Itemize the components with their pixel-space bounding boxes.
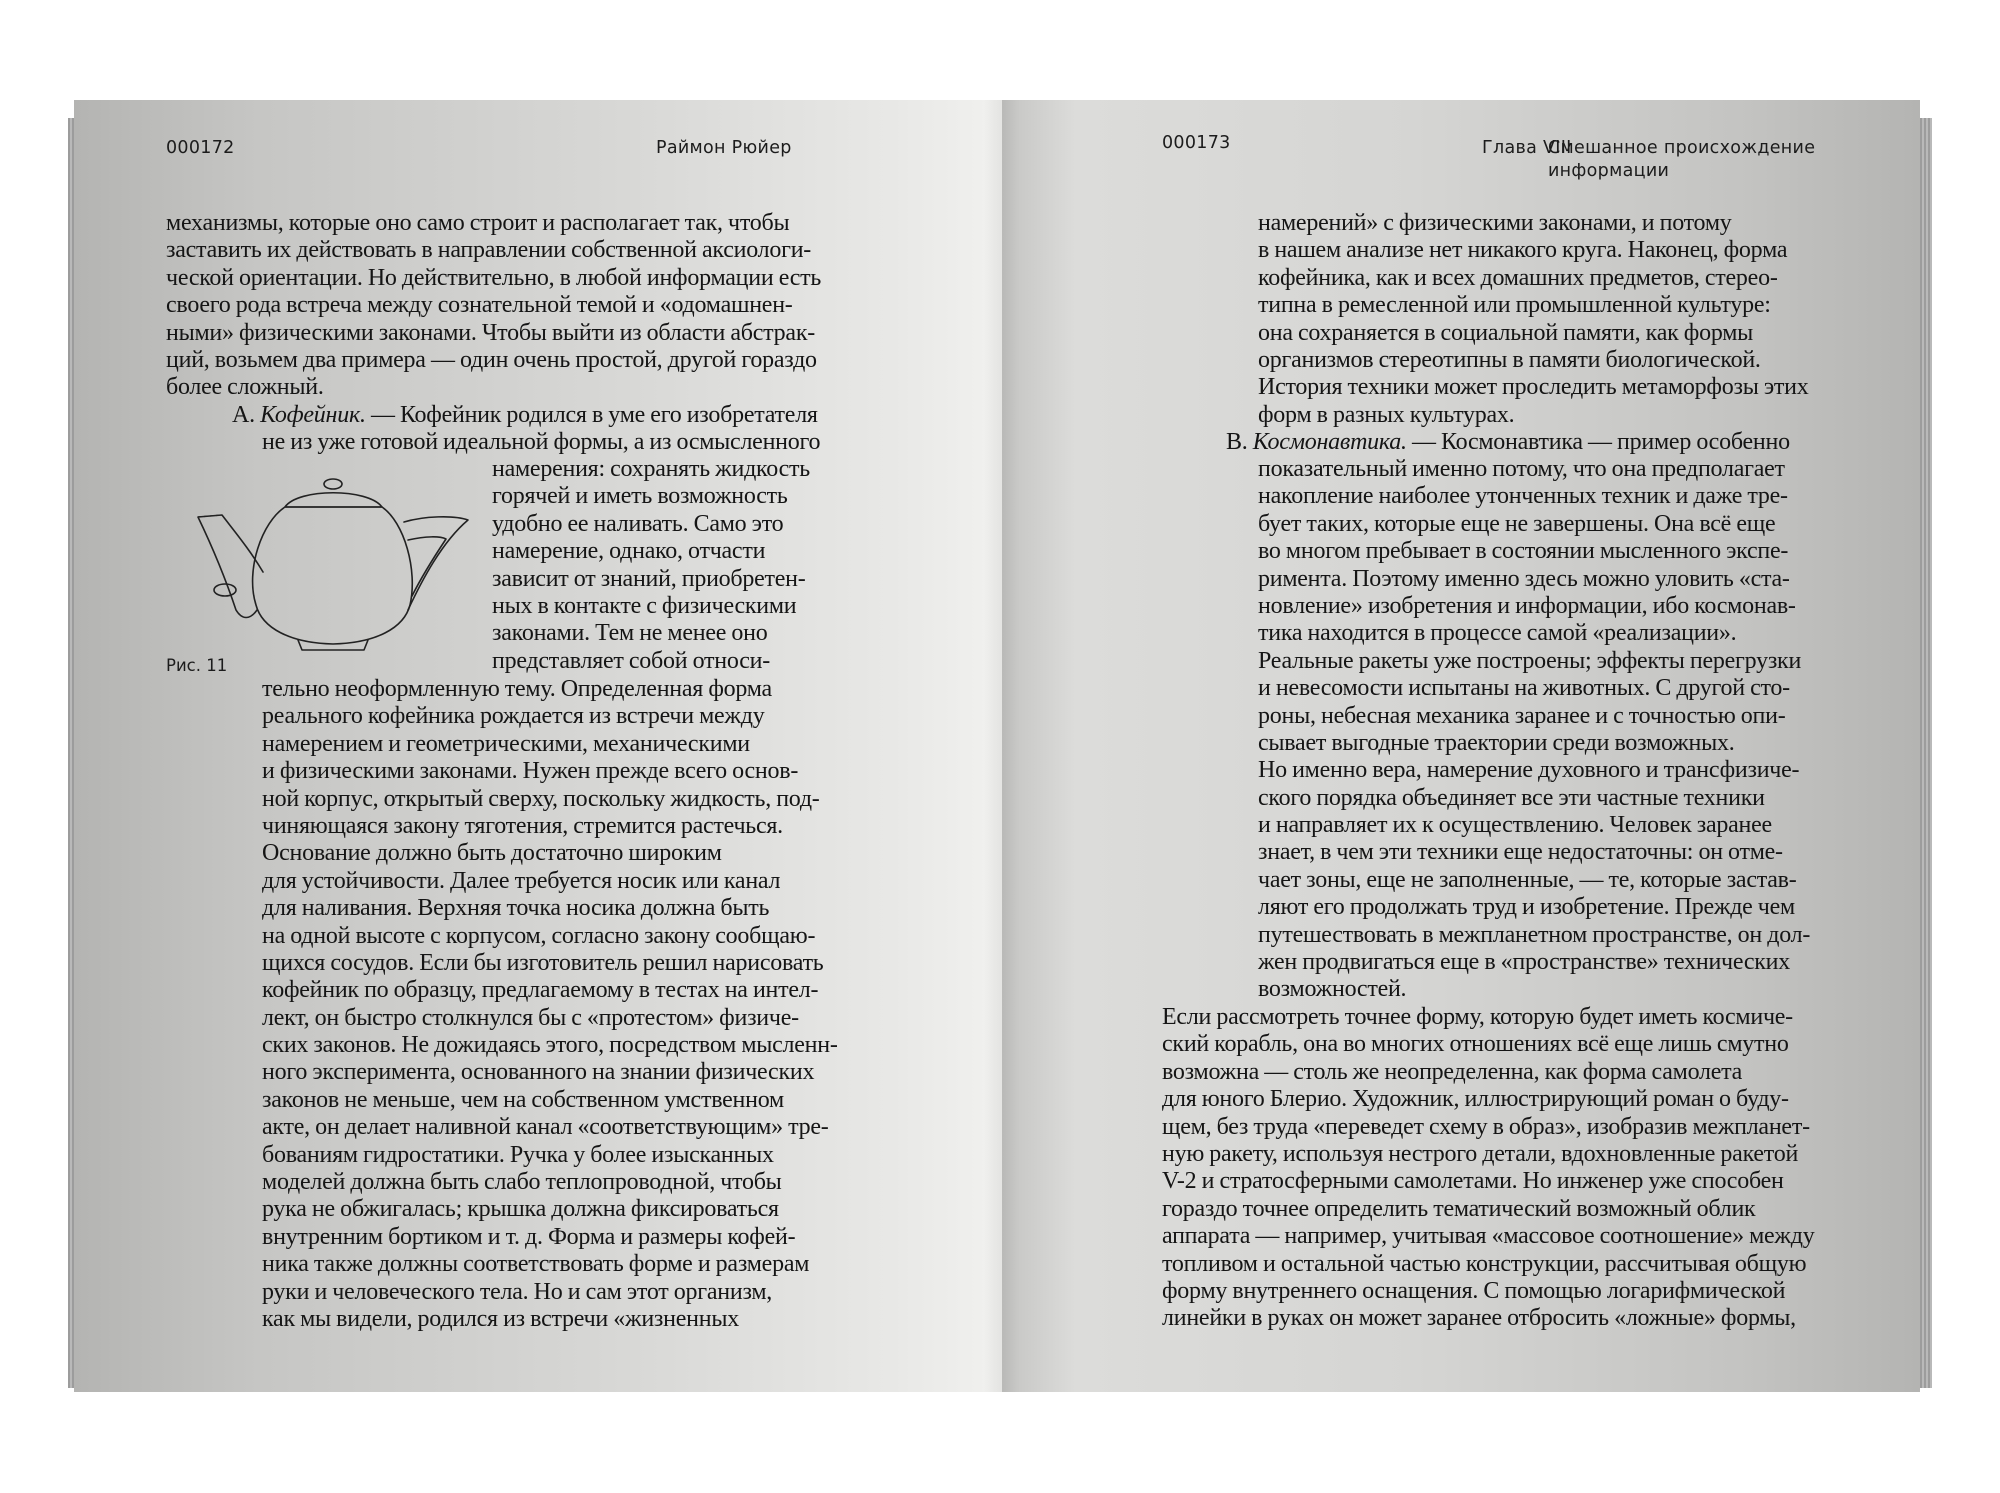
text-line: возможностей.	[1258, 976, 1407, 1003]
text-line: она сохраняется в социальной памяти, как формы	[1258, 319, 1754, 346]
text-line: типна в ремесленной или промышленной культуре:	[1258, 292, 1771, 319]
text-line: акте, он делает наливной канал «соответствующим» тре-	[262, 1114, 829, 1141]
right-continuation-paragraph	[1258, 210, 1808, 429]
text-line: кофейника, как и всех домашних предметов, стерео-	[1258, 264, 1778, 291]
section-b-lines	[1258, 456, 1810, 1004]
text-line: ский корабль, она во многих отношениях всё еще лишь смутно	[1162, 1031, 1789, 1058]
text-line: линейки в руках он может заранее отбросить «ложные» формы,	[1162, 1305, 1796, 1332]
text-line: форму внутреннего оснащения. С помощью логарифмической	[1162, 1277, 1786, 1304]
text-line: ляют его продолжать труд и изобретение. Прежде чем	[1258, 894, 1795, 921]
figure-caption: Рис. 11	[166, 656, 228, 675]
text-line: показательный именно потому, что она предполагает	[1258, 456, 1785, 482]
text-line: ций, возьмем два примера — один очень простой, другой гораздо	[166, 346, 817, 373]
teapot-illustration	[190, 470, 480, 655]
section-title: Кофейник.	[260, 402, 366, 428]
text-line: чиняющаяся закону тяготения, стремится растечься.	[262, 812, 783, 839]
text-line: ского порядка объединяет все эти частные техники	[1258, 784, 1765, 811]
text-line: механизмы, которые оно само строит и располагает так, чтобы	[166, 210, 790, 236]
text-line: сывает выгодные траектории среди возможных.	[1258, 729, 1735, 756]
running-head-chapter-title	[1548, 137, 1815, 183]
text-line: зависит от знаний, приобретен-	[492, 565, 806, 592]
text-line: форм в разных культурах.	[1258, 401, 1515, 428]
text-line: заставить их действовать в направлении собственной аксиологи-	[166, 237, 812, 264]
text-line: роны, небесная механика заранее и с точностью опи-	[1258, 702, 1786, 729]
text-line: ной корпус, открытый сверху, поскольку жидкость, под-	[262, 785, 820, 812]
text-line: знает, в чем эти техники еще недостаточны: он отме-	[1258, 839, 1783, 866]
text-line: как мы видели, родился из встречи «жизненных	[262, 1305, 739, 1332]
text-line: внутренним бортиком и т. д. Форма и размеры кофей-	[262, 1223, 796, 1250]
text-line: горячей и иметь возможность	[492, 483, 788, 510]
text-line: удобно ее наливать. Само это	[492, 510, 784, 537]
running-head-chapter: Глава VIII	[1482, 138, 1572, 158]
section-marker: B.	[1226, 429, 1248, 455]
text-line: информации	[1548, 161, 1670, 181]
text-line: руки и человеческого тела. Но и сам этот организм,	[262, 1278, 773, 1305]
text-line: моделей должна быть слабо теплопроводной, чтобы	[262, 1169, 782, 1196]
text-line: намерение, однако, отчасти	[492, 538, 766, 565]
section-a-full-lines	[262, 429, 820, 456]
book-gutter	[984, 100, 1020, 1392]
section-title: Космонавтика.	[1252, 429, 1407, 455]
text-line: на одной высоте с корпусом, согласно закону сообщаю-	[262, 922, 816, 949]
text-line: своего рода встреча между сознательной темой и «одомашнен-	[166, 292, 793, 319]
section-a-heading	[232, 402, 818, 429]
text-line: ских законов. Не дожидаясь этого, посредством мысленн-	[262, 1032, 838, 1059]
text-line: во многом пребывает в состоянии мысленного экспе-	[1258, 538, 1789, 565]
text-line: намерения: сохранять жидкость	[492, 456, 810, 482]
text-line: не из уже готовой идеальной формы, а из осмысленного	[262, 429, 821, 455]
section-marker: A.	[232, 402, 255, 428]
text-line: для наливания. Верхняя точка носика должна быть	[262, 895, 770, 922]
page-number-left: 000172	[166, 138, 235, 158]
text-line: более сложный.	[166, 374, 324, 401]
text-line: жен продвигаться еще в «пространстве» технических	[1258, 949, 1791, 976]
text-line: законами. Тем не менее оно	[492, 620, 768, 647]
text-line: чает зоны, еще не заполненные, — те, которые застав-	[1258, 866, 1797, 893]
text-line: История техники может проследить метаморфозы этих	[1258, 374, 1809, 401]
text-line: и физическими законами. Нужен прежде всего основ-	[262, 758, 799, 785]
section-a-rest-lines	[262, 676, 838, 1333]
text-line: щихся сосудов. Если бы изготовитель решил нарисовать	[262, 949, 824, 976]
text-line: ческой ориентации. Но действительно, в любой информации есть	[166, 264, 822, 291]
text-line: представляет собой относи-	[492, 647, 770, 674]
right-final-paragraph	[1162, 1004, 1814, 1333]
text-line: ных в контакте с физическими	[492, 592, 797, 619]
text-line: Реальные ракеты уже построены; эффекты перегрузки	[1258, 647, 1802, 674]
text-line: намерением и геометрическими, механическими	[262, 730, 750, 757]
text-line: намерений» с физическими законами, и потому	[1258, 210, 1732, 236]
text-line: путешествовать в межпланетном пространстве, он дол-	[1258, 921, 1811, 948]
text-line: Основание должно быть достаточно широким	[262, 840, 722, 867]
text-line: тика находится в процессе самой «реализации».	[1258, 620, 1737, 647]
text-line: щем, без труда «переведет схему в образ», изобразив межпланет-	[1162, 1113, 1810, 1140]
text-line: топливом и остальной частью конструкции, рассчитывая общую	[1162, 1250, 1807, 1277]
page-number-right: 000173	[1162, 133, 1231, 153]
text-line: ного эксперимента, основанного на знании физических	[262, 1059, 815, 1086]
text-line: возможна — столь же неопределенна, как форма самолета	[1162, 1058, 1743, 1085]
text-line: V-2 и стратосферными самолетами. Но инженер уже способен	[1162, 1168, 1784, 1195]
text-line: Но именно вера, намерение духовного и трансфизиче-	[1258, 757, 1800, 784]
text-line: — Кофейник родился в уме его изобретателя	[365, 402, 818, 428]
text-line: ника также должны соответствовать форме и размерам	[262, 1251, 810, 1278]
text-line: бованиям гидростатики. Ручка у более изысканных	[262, 1141, 774, 1168]
text-line: организмов стереотипны в памяти биологической.	[1258, 346, 1761, 373]
text-line: для юного Блерио. Художник, иллюстрирующий роман о буду-	[1162, 1086, 1789, 1113]
text-line: реального кофейника рождается из встречи между	[262, 703, 765, 730]
text-line: накопление наиболее утонченных техник и даже тре-	[1258, 483, 1788, 510]
text-line: — Космонавтика — пример особенно	[1406, 429, 1790, 455]
text-line: и направляет их к осуществлению. Человек заранее	[1258, 812, 1772, 839]
section-b-heading	[1226, 429, 1790, 456]
text-line: лект, он быстро столкнулся бы с «протестом» физиче-	[262, 1004, 799, 1031]
text-line: в нашем анализе нет никакого круга. Наконец, форма	[1258, 237, 1788, 264]
text-line: римента. Поэтому именно здесь можно уловить «ста-	[1258, 565, 1790, 592]
text-line: ными» физическими законами. Чтобы выйти из области абстрак-	[166, 319, 815, 346]
text-line: новление» изобретения и информации, ибо космонав-	[1258, 592, 1796, 619]
text-line: и невесомости испытаны на животных. С другой сто-	[1258, 675, 1790, 702]
text-line: рука не обжигалась; крышка должна фиксироваться	[262, 1196, 779, 1223]
text-line: Смешанное происхождение	[1548, 138, 1816, 158]
text-line: кофейник по образцу, предлагаемому в тестах на интел-	[262, 977, 819, 1004]
running-head-author: Раймон Рюйер	[656, 138, 792, 158]
text-line: бует таких, которые еще не завершены. Она всё еще	[1258, 510, 1776, 537]
text-line: законов не меньше, чем на собственном умственном	[262, 1086, 784, 1113]
text-line: аппарата — например, учитывая «массовое соотношение» между	[1162, 1223, 1815, 1250]
left-intro-paragraph	[166, 210, 821, 402]
text-line: Если рассмотреть точнее форму, которую будет иметь космиче-	[1162, 1004, 1793, 1030]
text-line: тельно неоформленную тему. Определенная форма	[262, 676, 772, 702]
text-line: ную ракету, используя нестрого детали, вдохновленные ракетой	[1162, 1140, 1799, 1167]
text-line: гораздо точнее определить тематический возможный облик	[1162, 1195, 1756, 1222]
text-line: для устойчивости. Далее требуется носик или канал	[262, 867, 781, 894]
section-a-wrap-lines	[492, 456, 810, 675]
